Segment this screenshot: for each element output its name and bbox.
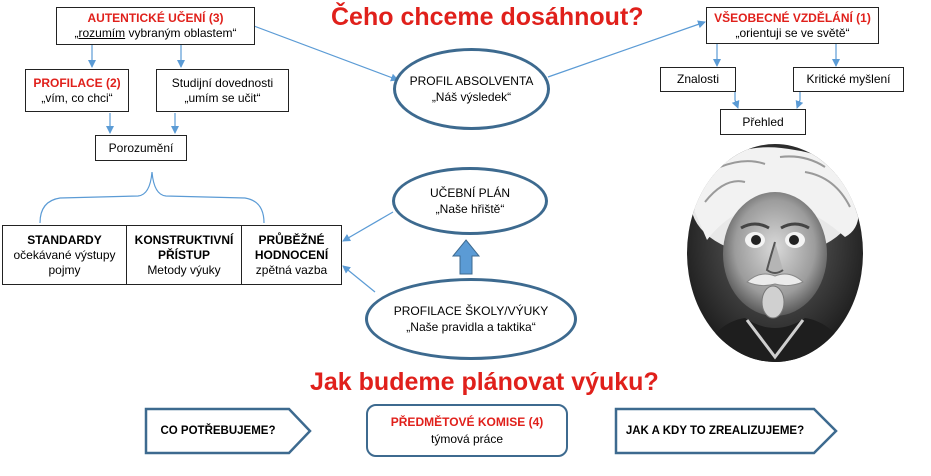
what-we-need-label: CO POTŘEBUJEME? [160,425,276,437]
standards-line1: očekávané výstupy [13,247,116,262]
constructive-line3: Metody výuky [147,262,221,277]
overview-box [720,109,806,135]
profilace-subtitle: „vím, co chci“ [41,90,113,105]
standards-title: STANDARDY [27,232,102,247]
study-title: Studijní dovednosti [171,75,274,90]
headline-goal: Čeho chceme dosáhnout? [331,3,644,31]
subject-committee-title: PŘEDMĚTOVÉ KOMISE (4) [390,415,544,430]
understanding-label: Porozumění [108,140,174,155]
constructive-line2: PŘÍSTUP [157,247,210,262]
arrow-school-to-ongoing [343,266,375,292]
lesson-plan-subtitle: „Naše hřiště“ [435,202,505,216]
profilace-box [25,69,129,112]
general-education-box [706,7,879,44]
standards-line2: pojmy [48,262,81,277]
general-education-title: VŠEOBECNÉ VZDĚLÁNÍ (1) [714,10,871,25]
school-profile-subtitle: „Naše pravidla a taktika“ [406,320,536,334]
understanding-box [95,135,187,161]
authentic-keyword: rozumím [78,26,126,40]
ongoing-line3: zpětná vazba [255,262,328,277]
arrow-knowledge-to-overview [735,92,738,108]
authentic-learning-box [56,7,255,45]
arrow-plan-to-ongoing [343,212,393,241]
einstein-portrait [685,142,865,364]
ongoing-assessment-box [241,225,342,285]
study-subtitle: „umím se učit“ [184,90,261,105]
headline-planning: Jak budeme plánovat výuku? [310,368,659,396]
arrow-critical-to-overview [797,92,800,108]
study-skills-box [156,69,289,112]
up-arrow [453,240,479,274]
ongoing-line2: HODNOCENÍ [254,247,329,262]
how-when-label: JAK A KDY TO ZREALIZUJEME? [625,425,805,437]
school-profile-ellipse [365,278,577,360]
authentic-title: AUTENTICKÉ UČENÍ (3) [87,11,224,25]
constructive-approach-box [126,225,242,285]
critical-thinking-label: Kritické myšlení [806,72,891,86]
lesson-plan-title: UČEBNÍ PLÁN [429,185,511,200]
overview-label: Přehled [742,114,784,129]
knowledge-label: Znalosti [676,72,720,86]
brace-understanding [40,172,264,223]
subject-committee-subtitle: týmová práce [430,431,504,446]
graduate-profile-subtitle: „Náš výsledek“ [431,90,512,104]
ongoing-line1: PRŮBĚŽNÉ [258,232,325,247]
constructive-line1: KONSTRUKTIVNÍ [134,232,234,247]
standards-box [2,225,127,285]
critical-thinking-box [793,67,904,92]
authentic-subtitle: „rozumím vybraným oblastem“ [74,26,237,40]
general-education-subtitle: „orientuji se ve světě“ [735,25,850,40]
lesson-plan-ellipse [392,167,548,235]
graduate-profile-title: PROFIL ABSOLVENTA [409,73,534,88]
profilace-title: PROFILACE (2) [33,75,121,90]
subject-committee-box [366,404,568,457]
graduate-profile-ellipse [393,48,550,130]
school-profile-title: PROFILACE ŠKOLY/VÝUKY [393,303,549,318]
knowledge-box [660,67,736,92]
